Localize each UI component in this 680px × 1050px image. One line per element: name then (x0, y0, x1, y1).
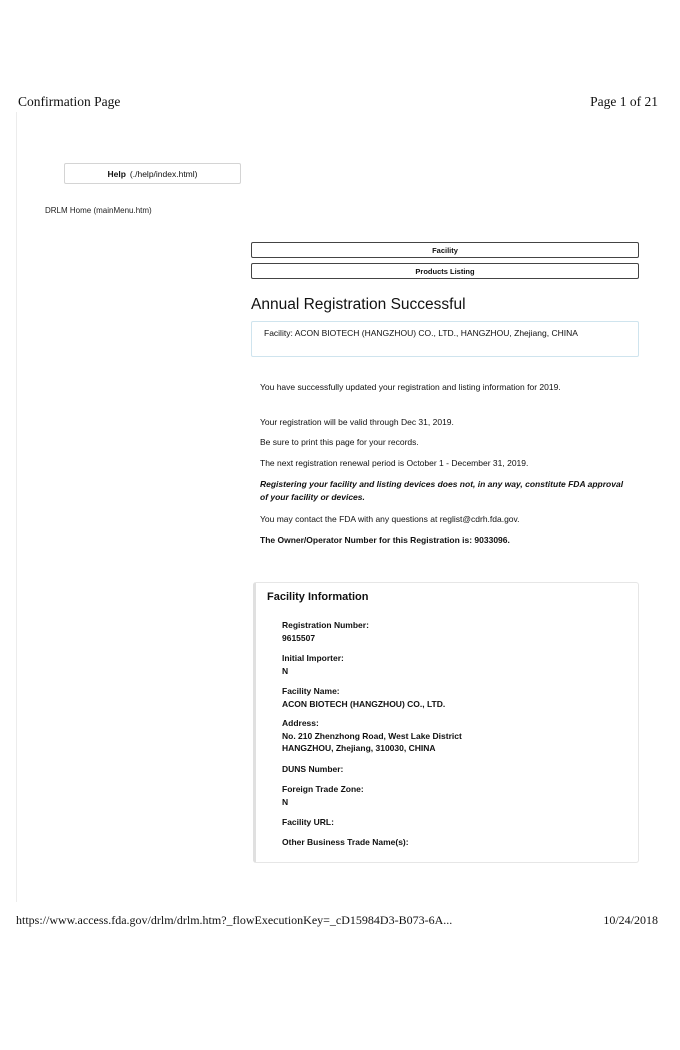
field-label: Address: (282, 718, 319, 728)
drlm-home-link[interactable]: DRLM Home (mainMenu.htm) (45, 206, 152, 215)
field-value: N (282, 796, 289, 807)
field-facility-url (282, 816, 334, 829)
print-header-title: Confirmation Page (18, 94, 121, 109)
field-initial-importer (282, 652, 344, 677)
field-value-line2: HANGZHOU, Zhejiang, 310030, CHINA (282, 743, 436, 753)
field-label: DUNS Number: (282, 764, 344, 774)
field-foreign-trade-zone (282, 783, 364, 808)
owner-operator-number: The Owner/Operator Number for this Registration is: 9033096. (260, 535, 510, 545)
print-reminder: Be sure to print this page for your records. (260, 437, 419, 447)
field-label: Facility URL: (282, 817, 334, 827)
field-value: 9615507 (282, 632, 316, 643)
field-label: Facility Name: (282, 686, 340, 696)
page-title: Annual Registration Successful (251, 296, 466, 313)
field-value: N (282, 665, 289, 676)
field-label: Registration Number: (282, 620, 369, 630)
field-duns-number (282, 763, 343, 776)
renewal-period-message: The next registration renewal period is October 1 - December 31, 2019. (260, 458, 529, 468)
left-divider (16, 112, 17, 902)
disclaimer-message: Registering your facility and listing devices does not, in any way, constitute FDA approval of your facility or devices. (260, 479, 624, 502)
help-button[interactable] (64, 163, 241, 184)
field-other-trade-names (282, 836, 409, 849)
facility-information-title: Facility Information (267, 591, 369, 603)
tab-facility[interactable]: Facility (251, 242, 639, 258)
field-label: Foreign Trade Zone: (282, 784, 364, 794)
page-indicator: Page 1 of 21 (590, 94, 658, 109)
success-message: You have successfully updated your registration and listing information for 2019. (260, 382, 561, 392)
field-label: Other Business Trade Name(s): (282, 837, 409, 847)
facility-information-card (253, 582, 639, 863)
print-footer-date: 10/24/2018 (603, 913, 658, 927)
field-facility-name (282, 685, 445, 710)
tab-products-listing[interactable]: Products Listing (251, 263, 639, 279)
field-label: Initial Importer: (282, 653, 344, 663)
facility-summary: Facility: ACON BIOTECH (HANGZHOU) CO., LTD., HANGZHOU, Zhejiang, CHINA (251, 321, 639, 357)
field-value: ACON BIOTECH (HANGZHOU) CO., LTD. (282, 698, 446, 709)
help-label: Help (107, 168, 126, 179)
field-registration-number (282, 619, 369, 644)
contact-message: You may contact the FDA with any questions at reglist@cdrh.fda.gov. (260, 514, 520, 524)
help-link-path: (./help/index.html) (129, 168, 198, 179)
field-address (282, 717, 462, 755)
field-value-line1: No. 210 Zhenzhong Road, West Lake District (282, 730, 462, 741)
print-footer-url: https://www.access.fda.gov/drlm/drlm.htm?_flowExecutionKey=_cD15984D3-B073-6A... (16, 913, 453, 927)
validity-message: Your registration will be valid through Dec 31, 2019. (260, 417, 454, 427)
